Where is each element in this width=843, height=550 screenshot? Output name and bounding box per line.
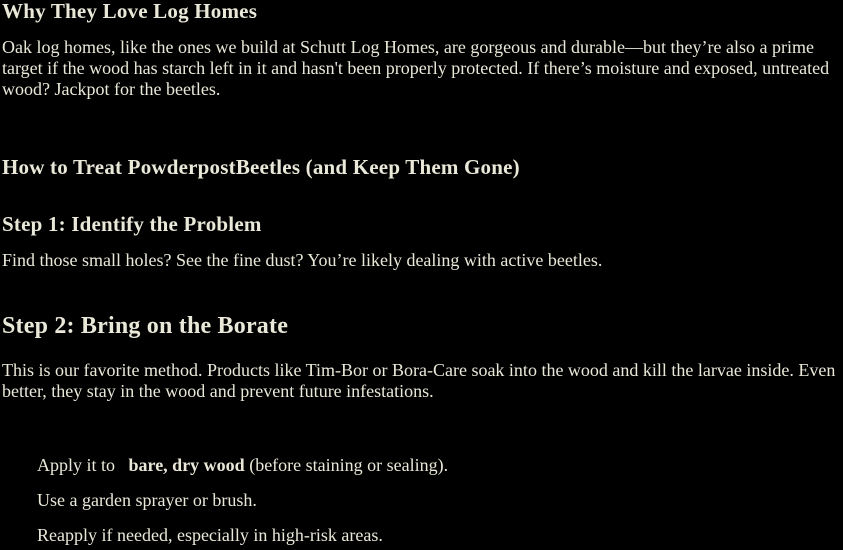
tip-apply-bare-dry-wood [37,455,840,476]
tip-prefix-text: Apply it to [37,455,116,475]
borate-tips-list [2,455,840,546]
tip-reapply [37,525,840,546]
heading-how-to-treat: How to Treat PowderpostBeetles (and Keep Them Gone) [2,155,520,179]
heading-step-1: Step 1: Identify the Problem [2,212,262,236]
tip-garden-sprayer [37,490,840,511]
heading-step-2: Step 2: Bring on the Borate [2,313,289,339]
heading-why-they-love-log-homes: Why They Love Log Homes [2,0,258,23]
paragraph-step-1: Find those small holes? See the fine dust? You’re likely dealing with active beetles. [2,250,603,270]
tip-bold-text: bare, dry wood [128,455,245,475]
paragraph-step-2: This is our favorite method. Products like Tim-Bor or Bora-Care soak into the wood and kill the larvae inside. Even better, they stay in the wood and prevent future infestations. [2,360,836,401]
tip-suffix-text: (before staining or sealing). [249,455,449,475]
paragraph-why-they-love: Oak log homes, like the ones we build at Schutt Log Homes, are gorgeous and durable—but they’re also a prime target if the wood has starch left in it and hasn't been properly protected. If there’s moisture and exposed, untreated wood? Jackpot for the beetles. [2,37,830,99]
tip-prefix-text: Reapply if needed, especially in high-risk areas. [37,525,383,545]
tip-prefix-text: Use a garden sprayer or brush. [37,490,257,510]
